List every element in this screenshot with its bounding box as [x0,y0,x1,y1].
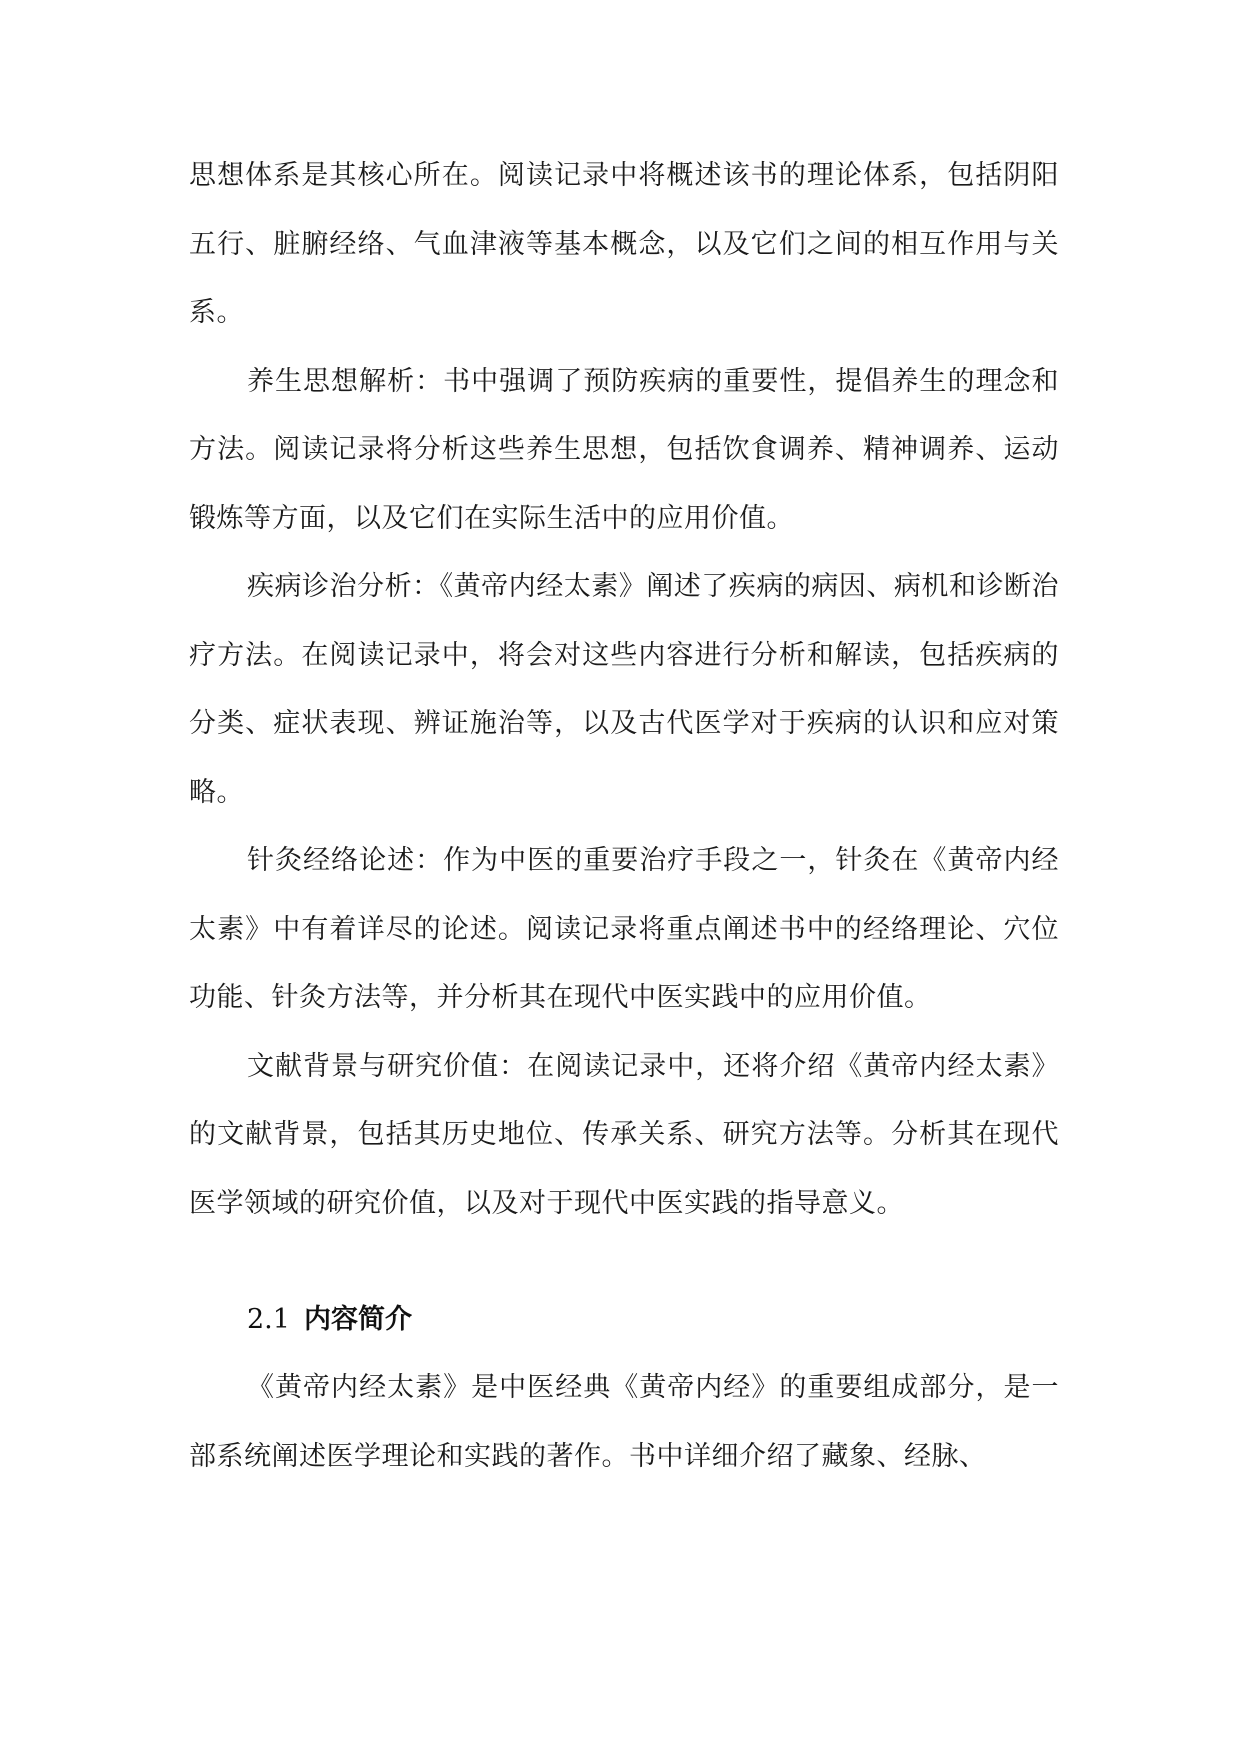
document-body [189,142,1059,1491]
section-heading [189,1286,1059,1354]
paragraph-theory-system: 思想体系是其核心所在。阅读记录中将概述该书的理论体系，包括阴阳五行、脏腑经络、气血津液等基本概念，以及它们之间的相互作用与关系。 [189,160,1059,328]
section-title: 内容简介 [303,1304,412,1335]
paragraph-health-preservation: 养生思想解析：书中强调了预防疾病的重要性，提倡养生的理念和方法。阅读记录将分析这些养生思想，包括饮食调养、精神调养、运动锻炼等方面，以及它们在实际生活中的应用价值。 [189,365,1059,534]
paragraph-content-intro: 《黄帝内经太素》是中医经典《黄帝内经》的重要组成部分，是一部系统阐述医学理论和实践的著作。书中详细介绍了藏象、经脉、 [189,1372,1059,1472]
paragraph-acupuncture-meridians: 针灸经络论述：作为中医的重要治疗手段之一，针灸在《黄帝内经太素》中有着详尽的论述。阅读记录将重点阐述书中的经络理论、穴位功能、针灸方法等，并分析其在现代中医实践中的应用价值。 [189,845,1059,1013]
paragraph-disease-diagnosis: 疾病诊治分析：《黄帝内经太素》阐述了疾病的病因、病机和诊断治疗方法。在阅读记录中，将会对这些内容进行分析和解读，包括疾病的分类、症状表现、辨证施治等，以及古代医学对于疾病的认识和应对策略。 [189,571,1059,808]
paragraph-literature-background: 文献背景与研究价值：在阅读记录中，还将介绍《黄帝内经太素》的文献背景，包括其历史地位、传承关系、研究方法等。分析其在现代医学领域的研究价值，以及对于现代中医实践的指导意义。 [189,1050,1059,1219]
section-number: 2.1 [247,1304,290,1335]
